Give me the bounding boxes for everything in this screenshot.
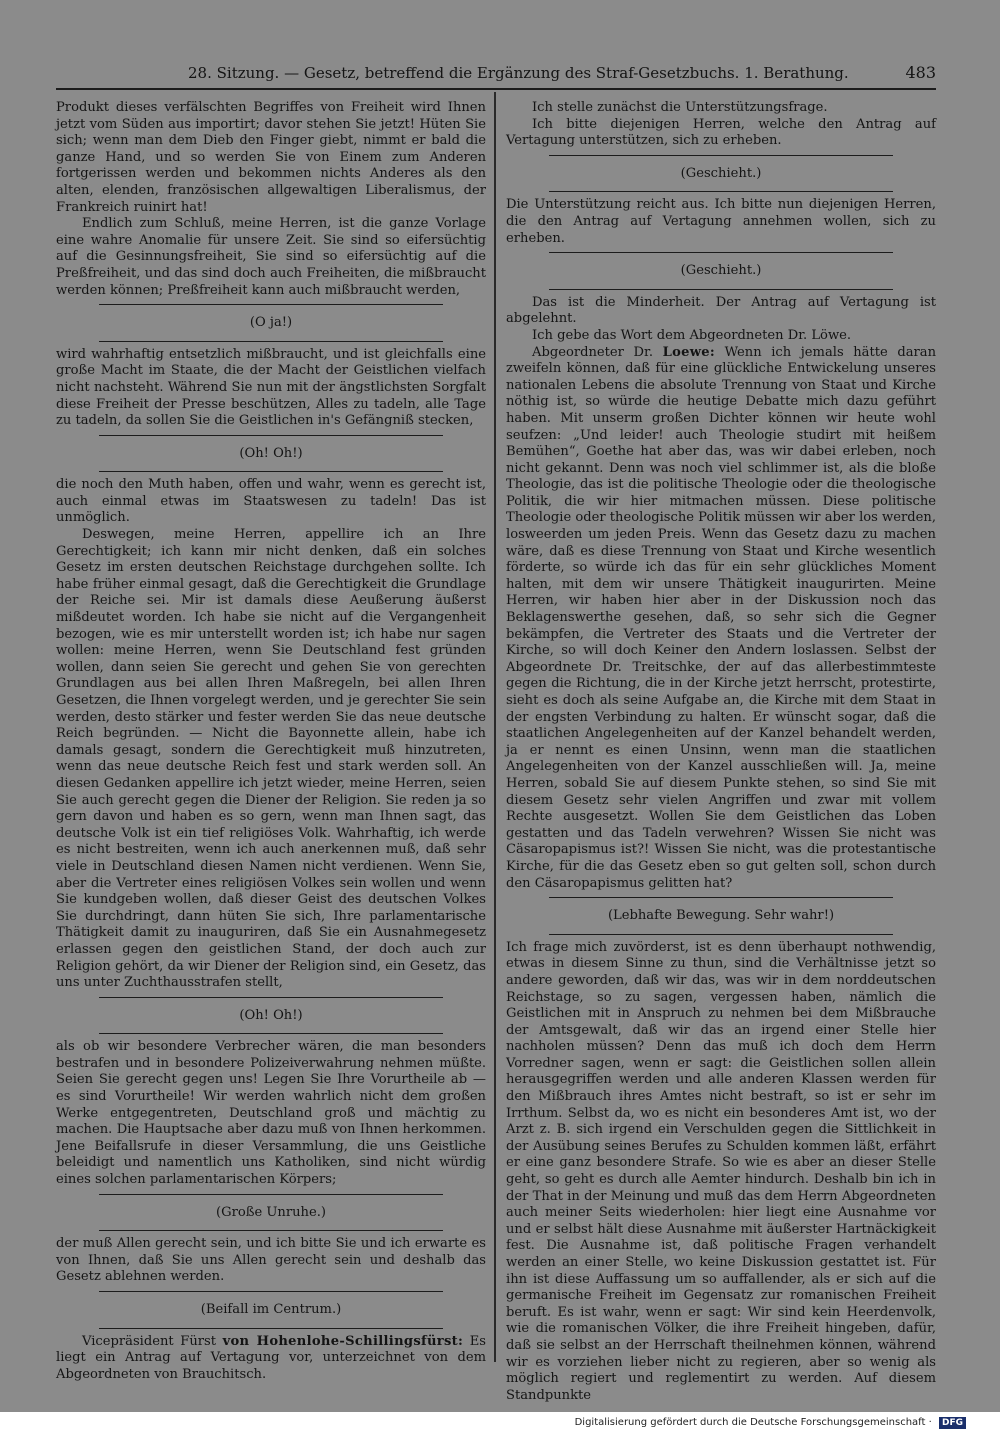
section-rule [99,341,443,342]
right-column [506,100,937,1403]
speech-text: Es liegt ein Antrag auf Vertagung vor, unterzeichnet von dem Abgeordneten von Brauchitsch. [56,1333,486,1382]
running-title: 28. Sitzung. — Gesetz, betreffend die Ergänzung des Straf-Gesetzbuchs. 1. Berathung. [188,64,849,82]
interjection: (Oh! Oh!) [239,1007,303,1023]
interjection: (O ja!) [249,315,293,331]
speech-paragraph [506,345,936,893]
section-rule [549,252,893,253]
text-paragraph: Ich bitte diejenigen Herren, welche den Antrag auf Vertagung unterstützen, sich zu erheben. [506,116,936,149]
section-rule [99,471,443,472]
footer-credit: Digitalisierung gefördert durch die Deutsche Forschungsgemeinschaft · DFG [575,1416,966,1430]
section-rule [99,1328,443,1329]
text-paragraph: Ich frage mich zuvörderst, ist es denn überhaupt nothwendig, etwas in diesem Sinne zu thun, sind die Verhältnisse jetzt so andere geworden, daß wir das, was wir in dem norddeutschen Reichstage, so zu sagen, vergessen haben, nämlich die Geistlichen mit in Anspruch zu nehmen bei dem Mißbrauche der Amtsgewalt, daß wir das an irgend einer Stelle hier nachholen müssen? Denn das muß ich doch dem Herrn Vorredner sagen, wenn er sagt: die Geistlichen sollen allein herausgegriffen werden und alle anderen Klassen werden für den Mißbrauch ihres Amtes nicht bestraft, so ist er sehr im Irrthum. Selbst da, wo es nicht ein besonderes Amt ist, wo der Arzt z. B. sich irgend ein Verschulden gegen die Sittlichkeit in der Ausübung seines Berufes zu Schulden kommen läßt, erfährt er eine ganz besondere Strafe. So wie es aber an dieser Stelle geht, so geht es durch alle Aemter hindurch. Deshalb bin ich in der That in der Meinung und muß das dem Herrn Abgeordneten auch meiner Seits wiederholen: hier liegt eine Ausnahme vor und er selbst hält diese Ausnahme mit äußerster Hartnäckigkeit fest. Die Ausnahme ist, daß politische Fragen verhandelt werden an einer Stelle, wo keine Diskussion gestattet ist. Für ihn ist diese Auffassung um so auffallender, als er sich auf die germanische Freiheit im Gegensatz zur romanischen Freiheit beruft. Es ist wahr, wenn er sagt: Wir sind kein Heerdenvolk, wie die romanischen Völker, die ihre Freiheit hingeben, dafür, daß sie selbst an der Herrschaft theilnehmen können, während wir es vorziehen lieber nicht zu regieren, aber so wenig als möglich regiert und reglementirt zu werden. Auf diesem Standpunkte [506,939,936,1403]
text-paragraph: die noch den Muth haben, offen und wahr, wenn es gerecht ist, auch einmal etwas im Staatswesen zu tadeln! Das ist unmöglich. [56,477,486,526]
speaker-role: Abgeordneter Dr. [532,344,663,360]
text-paragraph: Das ist die Minderheit. Der Antrag auf Vertagung ist abgelehnt. [506,294,936,327]
footer-credit-text: Digitalisierung gefördert durch die Deutsche Forschungsgemeinschaft [574,1417,926,1428]
section-rule [549,191,893,192]
interjection: (Große Unruhe.) [216,1204,326,1220]
interjection: (Geschieht.) [680,263,762,279]
section-rule [99,1033,443,1034]
speaker-name: von Hohenlohe-Schillingsfürst: [222,1333,464,1349]
text-paragraph: Ich stelle zunächst die Unterstützungsfrage. [532,100,828,115]
section-rule [99,997,443,998]
speaker-name: Loewe: [662,344,716,360]
section-rule [549,289,893,290]
text-paragraph: der muß Allen gerecht sein, und ich bitte Sie und ich erwarte es von Ihnen, daß Sie uns Allen gerecht sein und deshalb das Gesetz ablehnen werden. [56,1236,486,1285]
section-rule [99,1194,443,1195]
interjection: (Oh! Oh!) [239,445,303,461]
section-rule [549,897,893,898]
speech-paragraph [56,1334,486,1384]
section-rule [99,304,443,305]
text-paragraph: Ich gebe das Wort dem Abgeordneten Dr. Löwe. [532,327,852,343]
page-header [56,60,936,86]
speaker-role: Vicepräsident Fürst [82,1333,223,1349]
text-paragraph: wird wahrhaftig entsetzlich mißbraucht, und ist gleichfalls eine große Macht im Staate, die der Macht der Geistlichen vielfach nicht nachsteht. Während Sie nun mit der ängstlichsten Sorgfalt diese Freiheit der Presse beschützen, Alles zu tadeln, alle Tage zu tadeln, da sollen Sie die Geistlichen in's Gefängniß stecken, [56,346,486,429]
left-column [56,100,486,1382]
interjection: (Geschieht.) [680,165,762,181]
text-paragraph: Deswegen, meine Herren, appellire ich an Ihre Gerechtigkeit; ich kann mir nicht denken, daß ein solches Gesetz im ersten deutschen Reichstage durchgehen sollte. Ich habe früher einmal gesagt, daß die Gerechtigkeit die Grundlage der Reiche sei. Mir ist damals diese Aeußerung äußerst mißdeutet worden. Ich habe sie nicht auf die Vergangenheit bezogen, wie es mir unterstellt worden ist; ich habe nur sagen wollen: meine Herren, wenn Sie Deutschland fest gründen wollen, dann seien Sie gerecht und gehen Sie von gerechten Grundlagen aus bei allen Ihren Maßregeln, bei allen Ihren Gesetzen, die Ihnen vorgelegt werden, und je gerechter Sie sein werden, desto stärker und fester werden Sie das neue deutsche Reich begründen. — Nicht die Bayonnette allein, habe ich damals gesagt, sondern die Gerechtigkeit muß hinzutreten, wenn das neue deutsche Reich fest und stark werden soll. An diesen Gedanken appellire ich jetzt wieder, meine Herren, seien Sie auch gerecht gegen die Diener der Religion. Sie reden ja so gern davon und haben es so gern, wenn man Ihnen sagt, das deutsche Volk ist ein tief religiöses Volk. Wahrhaftig, ich werde es nicht bestreiten, wenn ich auch anerkennen muß, daß sehr viele in Deutschland diesen Namen nicht verdienen. Wenn Sie, aber die Vertreter eines religiösen Volkes sein wollen und wenn Sie kundgeben wollen, daß dieser Geist des deutschen Volkes Sie durchdringt, dann hüten Sie sich, Ihre parlamentarische Thätigkeit damit zu inauguriren, daß Sie ein Ausnahmegesetz erlassen gegen den geistlichen Stand, der doch auch zur Religion gehört, da wir Diener der Religion sind, ein Gesetz, das uns unter Zuchthausstrafen stellt, [56,527,486,991]
page-number: 483 [905,63,936,82]
text-paragraph: als ob wir besondere Verbrecher wären, die man besonders bestrafen und in besondere Polizeiverwahrung nehmen müßte. Seien Sie gerecht gegen uns! Legen Sie Ihre Vorurtheile ab — es sind Vorurtheile! Wir werden wahrlich nicht dem großen Werke entgegentreten, Deutschland groß und mächtig zu machen. Die Hauptsache aber dazu muß von Ihnen herkommen. Jene Beifallsrufe in dieser Versammlung, die uns Geistliche beleidigt und namentlich uns Katholiken, sind nicht würdig eines solchen parlamentarischen Körpers; [56,1039,486,1188]
section-rule [99,435,443,436]
text-paragraph: Die Unterstützung reicht aus. Ich bitte nun diejenigen Herren, die den Antrag auf Vertagung annehmen wollen, sich zu erheben. [506,197,936,246]
section-rule [549,155,893,156]
header-rule [56,88,936,90]
text-paragraph: Endlich zum Schluß, meine Herren, ist die ganze Vorlage eine wahre Anomalie für unsere Zeit. Sie sind so eifersüchtig auf die Gesinnungsfreiheit, Sie sind so eifersüchtig auf die Preßfreiheit, und das sind doch auch Freiheiten, die mißbraucht werden können; Preßfreiheit kann auch mißbraucht werden, [56,216,486,298]
text-paragraph: Produkt dieses verfälschten Begriffes von Freiheit wird Ihnen jetzt vom Süden aus importirt; davor stehen Sie jetzt! Hüten Sie sich; wenn man dem Dieb den Finger giebt, nimmt er bald die ganze Hand, und so werden Sie von Einem zum Anderen fortgerissen werden und bekommen nichts Anderes als den alten, elenden, französischen allgewaltigen Liberalismus, der Frankreich ruinirt hat! [56,100,486,215]
interjection: (Lebhafte Bewegung. Sehr wahr!) [607,908,835,924]
interjection: (Beifall im Centrum.) [200,1302,342,1317]
section-rule [99,1291,443,1292]
speech-text: Wenn ich jemals hätte daran zweifeln können, daß für eine glückliche Entwickelung unseres nationalen Lebens die absolute Trennung von Staat und Kirche nöthig ist, so würde die heutige Debatte mich dazu geführt haben. Mit unserm großen Dichter können wir heute wohl seufzen: „Und leider! auch Theologie studirt mit heißem Bemühen“, Goethe hat aber das, was wir dabei erleben, noch nicht gekannt. Denn was noch viel schlimmer ist, als die bloße Theologie, das ist die politische Theologie oder die theologische Politik, die wir hier mitmachen müssen. Diese politische Theologie oder theologische Politik müssen wir aber los werden, losweerden um jeden Preis. Wenn das Gesetz dazu zu machen wäre, daß es diese Trennung von Staat und Kirche wesentlich förderte, so würde ich das für ein sehr glückliches Moment halten, mit dem wir unsere Thätigkeit inaugurirten. Meine Herren, wir haben hier aber in der Diskussion noch das Beklagenswerthe gesehen, daß, so sehr sich die Gegner bekämpfen, die Vertreter des Staats und die Vertreter der Kirche, so will doch Keiner den Andern loslassen. Selbst der Abgeordnete Dr. Treitschke, der auf das allerbestimmteste gegen die Richtung, die in der Kirche jetzt herrscht, protestirte, sieht es doch als seine Aufgabe an, die Kirche mit dem Staat in der engsten Verbindung zu halten. Er wünscht sogar, daß die staatlichen Angelegenheiten auf der Kanzel behandelt werden, ja er nennt es einen Unsinn, wenn man die staatlichen Angelegenheiten von der Kanzel ausschließen will. Ja, meine Herren, sobald Sie auf diesem Punkte stehen, so sind Sie mit diesem Gesetz sehr vielen Angriffen und zwar mit vollem Rechte ausgesetzt. Wollen Sie dem Geistlichen das Loben gestatten und das Tadeln verwehren? Wissen Sie nicht was Cäsaropapismus ist?! Wissen Sie nicht, was die protestantische Kirche, für die das Gesetz eben so gut gelten soll, schon durch den Cäsaropapismus gelitten hat? [506,344,937,891]
section-rule [99,1230,443,1231]
column-divider [494,92,496,1362]
section-rule [549,934,893,935]
dfg-logo: DFG [939,1417,966,1429]
